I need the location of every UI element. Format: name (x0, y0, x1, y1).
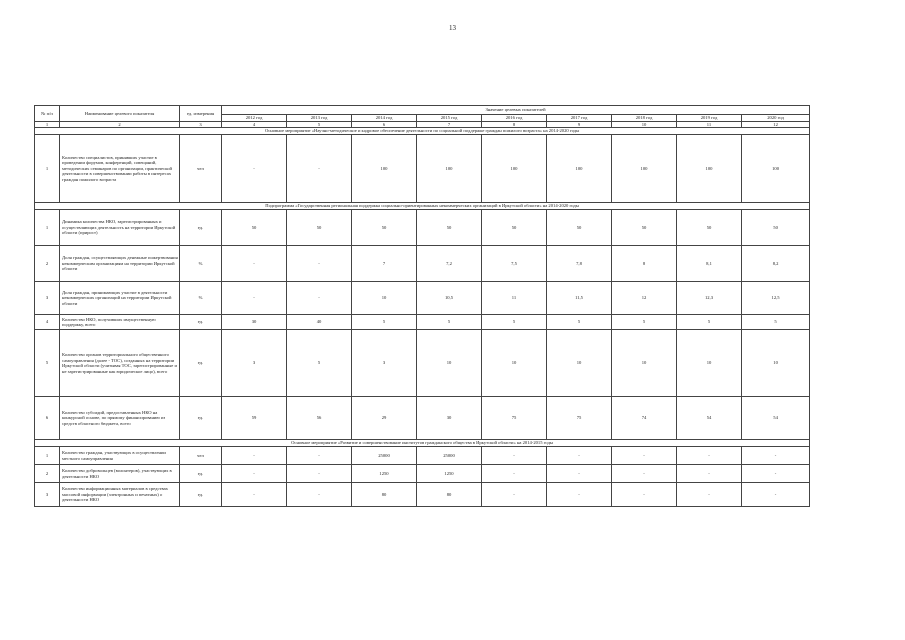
value-cell: 30 (417, 397, 482, 440)
indicators-table (34, 105, 810, 507)
column-number: 12 (742, 121, 810, 128)
value-cell: 5 (612, 315, 677, 330)
value-cell: - (287, 447, 352, 465)
value-cell: 10 (352, 282, 417, 315)
value-cell: 5 (417, 315, 482, 330)
column-number: 7 (417, 121, 482, 128)
indicator-name: Количество граждан, участвующих в осуществлении местного самоуправления (60, 447, 180, 465)
section-title: Подпрограмма «Государственная региональная поддержка социально-ориентированных некоммерческих организаций в Иркутской области» на 2014-2020 годы (35, 203, 810, 210)
column-number: 2 (60, 121, 180, 128)
value-cell: 5 (742, 315, 810, 330)
table-row (35, 447, 810, 465)
value-cell: 7 (352, 246, 417, 282)
value-cell: 100 (417, 135, 482, 203)
row-number: 4 (35, 315, 60, 330)
value-cell: 12,3 (677, 282, 742, 315)
value-cell: 54 (677, 397, 742, 440)
row-number: 2 (35, 246, 60, 282)
value-cell: - (677, 465, 742, 483)
unit-cell: чел (180, 447, 222, 465)
value-cell: - (612, 483, 677, 507)
row-number: 6 (35, 397, 60, 440)
header-year: 2012 год (222, 115, 287, 122)
value-cell: 50 (612, 210, 677, 246)
header-year: 2020 год (742, 115, 810, 122)
value-cell: 10 (547, 330, 612, 397)
column-number: 4 (222, 121, 287, 128)
value-cell: 12,5 (742, 282, 810, 315)
section-title: Основное мероприятие «Развитие и совершенствование институтов гражданского общества в Иркутской области» на 2014-2015 годы (35, 440, 810, 447)
value-cell: - (287, 483, 352, 507)
value-cell: 80 (417, 483, 482, 507)
header-year: 2019 год (677, 115, 742, 122)
table-row (35, 210, 810, 246)
value-cell: - (482, 447, 547, 465)
value-cell: 50 (482, 210, 547, 246)
value-cell: - (612, 465, 677, 483)
value-cell: 8,1 (677, 246, 742, 282)
value-cell: 75 (547, 397, 612, 440)
column-number: 5 (287, 121, 352, 128)
indicator-name: Количество специалистов, принявших участие в проведении форумов, конференций, совещаний, методических семинаров по организации, практической деятельности в совершенствовании работы в интересах граждан пожилого возраста (60, 135, 180, 203)
row-number: 2 (35, 465, 60, 483)
value-cell: 100 (547, 135, 612, 203)
value-cell: 30 (222, 315, 287, 330)
value-cell: 3 (352, 330, 417, 397)
value-cell: 3 (222, 330, 287, 397)
value-cell: 11 (482, 282, 547, 315)
value-cell: - (222, 282, 287, 315)
value-cell: - (547, 483, 612, 507)
value-cell: - (742, 447, 810, 465)
indicator-name: Доля граждан, принимающих участие в деятельности некоммерческих организаций на территории Иркутской области (60, 282, 180, 315)
value-cell: 7,5 (482, 246, 547, 282)
value-cell: - (287, 246, 352, 282)
value-cell: 12 (612, 282, 677, 315)
table-row (35, 315, 810, 330)
value-cell: - (677, 447, 742, 465)
value-cell: - (742, 465, 810, 483)
value-cell: 10 (417, 330, 482, 397)
value-cell: - (222, 135, 287, 203)
section-row (35, 440, 810, 447)
table-row (35, 282, 810, 315)
row-number: 1 (35, 135, 60, 203)
value-cell: - (482, 465, 547, 483)
value-cell: 54 (742, 397, 810, 440)
table-row (35, 483, 810, 507)
row-number: 5 (35, 330, 60, 397)
table-body (35, 128, 810, 507)
unit-cell: % (180, 282, 222, 315)
value-cell: 5 (677, 315, 742, 330)
value-cell: 100 (677, 135, 742, 203)
value-cell: 25000 (417, 447, 482, 465)
unit-cell: чел (180, 135, 222, 203)
unit-cell: % (180, 246, 222, 282)
value-cell: - (547, 465, 612, 483)
value-cell: - (547, 447, 612, 465)
value-cell: 100 (352, 135, 417, 203)
value-cell: 8 (612, 246, 677, 282)
header-values-group: Значение целевых показателей (222, 106, 810, 115)
value-cell: - (742, 483, 810, 507)
table-row (35, 465, 810, 483)
value-cell: 7,2 (417, 246, 482, 282)
row-number: 1 (35, 210, 60, 246)
value-cell: - (287, 465, 352, 483)
value-cell: - (612, 447, 677, 465)
value-cell: 5 (287, 330, 352, 397)
indicator-name: Количество добровольцев (волонтеров), участвующих в деятельности НКО (60, 465, 180, 483)
column-number: 11 (677, 121, 742, 128)
table-row (35, 330, 810, 397)
value-cell: 10,5 (417, 282, 482, 315)
value-cell: - (222, 246, 287, 282)
indicator-name: Количество информационных материалов в средствах массовой информации (электронных и печатных) о деятельности НКО (60, 483, 180, 507)
value-cell: - (287, 135, 352, 203)
header-num: № п/п (35, 106, 60, 122)
table-row (35, 246, 810, 282)
header-year: 2013 год (287, 115, 352, 122)
value-cell: 1250 (352, 465, 417, 483)
column-number: 9 (547, 121, 612, 128)
unit-cell: ед. (180, 483, 222, 507)
header-year: 2017 год (547, 115, 612, 122)
value-cell: 50 (547, 210, 612, 246)
page-number: 13 (449, 24, 456, 32)
header-year: 2014 год (352, 115, 417, 122)
unit-cell: ед. (180, 210, 222, 246)
column-number: 10 (612, 121, 677, 128)
section-row (35, 128, 810, 135)
value-cell: 29 (352, 397, 417, 440)
value-cell: 7,8 (547, 246, 612, 282)
indicator-name: Количество органов территориального общественного самоуправления (далее - ТОС), созданных на территории Иркутской области (учитывая ТОС, зарегистрированные и не зарегистрированные как юридическое лицо), всего (60, 330, 180, 397)
value-cell: 50 (287, 210, 352, 246)
value-cell: 100 (482, 135, 547, 203)
unit-cell: ед. (180, 465, 222, 483)
header-year: 2016 год (482, 115, 547, 122)
value-cell: 59 (222, 397, 287, 440)
header-unit: ед. измерения (180, 106, 222, 122)
value-cell: 50 (222, 210, 287, 246)
header-year: 2018 год (612, 115, 677, 122)
column-number: 1 (35, 121, 60, 128)
column-numbers-row (35, 121, 810, 128)
value-cell: 80 (352, 483, 417, 507)
value-cell: 25000 (352, 447, 417, 465)
value-cell: 56 (287, 397, 352, 440)
value-cell: 75 (482, 397, 547, 440)
table-row (35, 397, 810, 440)
unit-cell: ед. (180, 315, 222, 330)
value-cell: 10 (742, 330, 810, 397)
indicator-name: Количество НКО, получивших имущественную поддержку, всего (60, 315, 180, 330)
value-cell: - (222, 447, 287, 465)
value-cell: 50 (677, 210, 742, 246)
table-row (35, 135, 810, 203)
value-cell: 100 (612, 135, 677, 203)
section-row (35, 203, 810, 210)
value-cell: 50 (742, 210, 810, 246)
value-cell: 5 (352, 315, 417, 330)
unit-cell: ед. (180, 397, 222, 440)
column-number: 6 (352, 121, 417, 128)
value-cell: 50 (417, 210, 482, 246)
indicator-name: Доля граждан, осуществляющих денежные пожертвования некоммерческим организациям на территории Иркутской области (60, 246, 180, 282)
row-number: 1 (35, 447, 60, 465)
column-number: 3 (180, 121, 222, 128)
value-cell: - (287, 282, 352, 315)
value-cell: 40 (287, 315, 352, 330)
row-number: 3 (35, 282, 60, 315)
value-cell: 50 (352, 210, 417, 246)
indicator-name: Количество субсидий, предоставленных НКО на конкурсной основе, по прямому финансированию из средств областного бюджета, всего (60, 397, 180, 440)
column-number: 8 (482, 121, 547, 128)
value-cell: - (222, 465, 287, 483)
value-cell: 10 (612, 330, 677, 397)
value-cell: - (222, 483, 287, 507)
value-cell: 100 (742, 135, 810, 203)
value-cell: - (677, 483, 742, 507)
header-year: 2015 год (417, 115, 482, 122)
indicator-name: Динамика количества НКО, зарегистрированных и осуществляющих деятельность на территории Иркутской области (прирост) (60, 210, 180, 246)
value-cell: 11,5 (547, 282, 612, 315)
section-title: Основное мероприятие «Научно-методическое и кадровое обеспечение деятельности по социальной поддержке граждан пожилого возраста» на 2014-2020 годы (35, 128, 810, 135)
value-cell: 5 (547, 315, 612, 330)
value-cell: 10 (482, 330, 547, 397)
unit-cell: ед. (180, 330, 222, 397)
value-cell: 8,2 (742, 246, 810, 282)
value-cell: 10 (677, 330, 742, 397)
value-cell: 5 (482, 315, 547, 330)
value-cell: 1250 (417, 465, 482, 483)
row-number: 3 (35, 483, 60, 507)
header-name: Наименование целевого показателя (60, 106, 180, 122)
value-cell: 74 (612, 397, 677, 440)
value-cell: - (482, 483, 547, 507)
